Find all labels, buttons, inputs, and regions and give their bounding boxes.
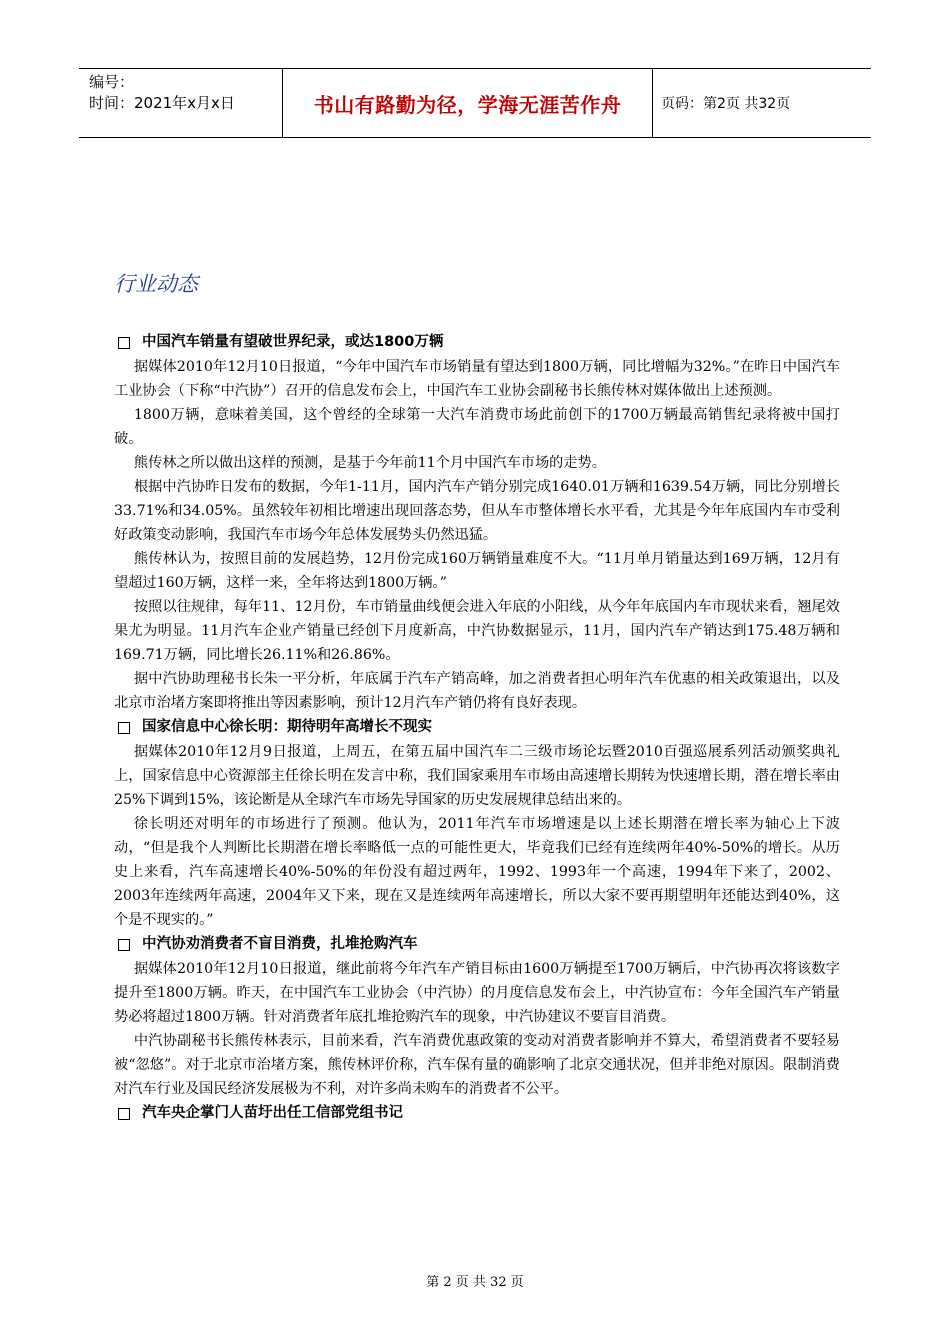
article-paragraph: 根据中汽协昨日发布的数据，今年1-11月，国内汽车产销分别完成1640.01万辆和1639.54万辆，同比分别增长33.71%和34.05%。虽然较年初相比增速出现回落态势，但从车市整体增长水平看，尤其是今年年底国内车市受利好政策变动影响，我国汽车市场今年总体发展势头仍然迅猛。 [114,479,840,543]
header-page-info: 页码：第2页 共32页 [661,96,791,112]
checkbox-square-icon [118,1108,130,1120]
checkbox-square-icon [118,337,130,349]
header-meta [79,69,283,137]
article-heading [114,330,840,355]
document-number-label: 编号： [89,73,135,91]
article-paragraph: 1800万辆，意味着美国，这个曾经的全球第一大汽车消费市场此前创下的1700万辆最高销售纪录将被中国打破。 [114,407,840,447]
article-title: 中汽协劝消费者不盲目消费，扎堆抢购汽车 [142,936,418,952]
article-paragraph: 徐长明还对明年的市场进行了预测。他认为，2011年汽车市场增速是以上述长期潜在增长率为轴心上下波动，“但是我个人判断比长期潜在增长率略低一点的可能性更大，毕竟我们已经有连续两年40%-50%的增长。从历史上来看，汽车高速增长40%-50%的年份没有超过两年，1992、1993年一个高速，1994年下来了，2002、2003年连续两年高速，2004年又下来，现在又是连续两年高速增长，所以大家不要再期望明年还能达到40%，这个是不现实的。” [114,816,840,928]
article-paragraph: 中汽协副秘书长熊传林表示，目前来看，汽车消费优惠政策的变动对消费者影响并不算大，希望消费者不要轻易被“忽悠”。对于北京市治堵方案，熊传林评价称，汽车保有量的确影响了北京交通状况，但并非绝对原因。限制消费对汽车行业及国民经济发展极为不利，对许多尚未购车的消费者不公平。 [114,1033,840,1097]
article-heading [114,932,840,957]
article-title: 国家信息中心徐长明：期待明年高增长不现实 [142,719,432,735]
header-motto: 书山有路勤为径，学海无涯苦作舟 [283,69,653,137]
article-paragraph: 熊传林认为，按照目前的发展趋势，12月份完成160万辆销量难度不大。“11月单月销量达到169万辆，12月有望超过160万辆，这样一来，全年将达到1800万辆。” [114,551,840,591]
article-body [114,330,840,1126]
page-header [79,68,871,138]
article-title: 汽车央企掌门人苗圩出任工信部党组书记 [142,1105,403,1121]
article-title: 中国汽车销量有望破世界纪录，或达1800万辆 [142,334,444,350]
article-paragraph: 据中汽协助理秘书长朱一平分析，年底属于汽车产销高峰，加之消费者担心明年汽车优惠的相关政策退出，以及北京市治堵方案即将推出等因素影响，预计12月汽车产销仍将有良好表现。 [114,671,840,711]
section-title: 行业动态 [114,272,198,296]
article-heading [114,1101,840,1126]
article-paragraph: 熊传林之所以做出这样的预测，是基于今年前11个月中国汽车市场的走势。 [133,455,606,471]
checkbox-square-icon [118,722,130,734]
document-date: 时间：2021年x月x日 [89,94,235,112]
article-paragraph: 按照以往规律，每年11、12月份，车市销量曲线便会进入年底的小阳线，从今年年底国内车市现状来看，翘尾效果尤为明显。11月汽车企业产销量已经创下月度新高，中汽协数据显示，11月，国内汽车产销达到175.48万辆和169.71万辆，同比增长26.11%和26.86%。 [114,599,840,663]
article-paragraph: 据媒体2010年12月9日报道，上周五，在第五届中国汽车二三级市场论坛暨2010百强巡展系列活动颁奖典礼上，国家信息中心资源部主任徐长明在发言中称，我们国家乘用车市场由高速增长期转为快速增长期，潜在增长率由25%下调到15%，该论断是从全球汽车市场先导国家的历史发展规律总结出来的。 [114,744,840,808]
checkbox-square-icon [118,939,130,951]
article-paragraph: 据媒体2010年12月10日报道，继此前将今年汽车产销目标由1600万辆提至1700万辆后，中汽协再次将该数字提升至1800万辆。昨天，在中国汽车工业协会（中汽协）的月度信息发布会上，中汽协宣布：今年全国汽车产销量势必将超过1800万辆。针对消费者年底扎堆抢购汽车的现象，中汽协建议不要盲目消费。 [114,961,840,1025]
article-heading [114,715,840,740]
page-footer: 第 2 页 共 32 页 [426,1275,524,1290]
article-paragraph: 据媒体2010年12月10日报道，“今年中国汽车市场销量有望达到1800万辆，同比增幅为32%。”在昨日中国汽车工业协会（下称“中汽协”）召开的信息发布会上，中国汽车工业协会副秘书长熊传林对媒体做出上述预测。 [114,359,840,399]
